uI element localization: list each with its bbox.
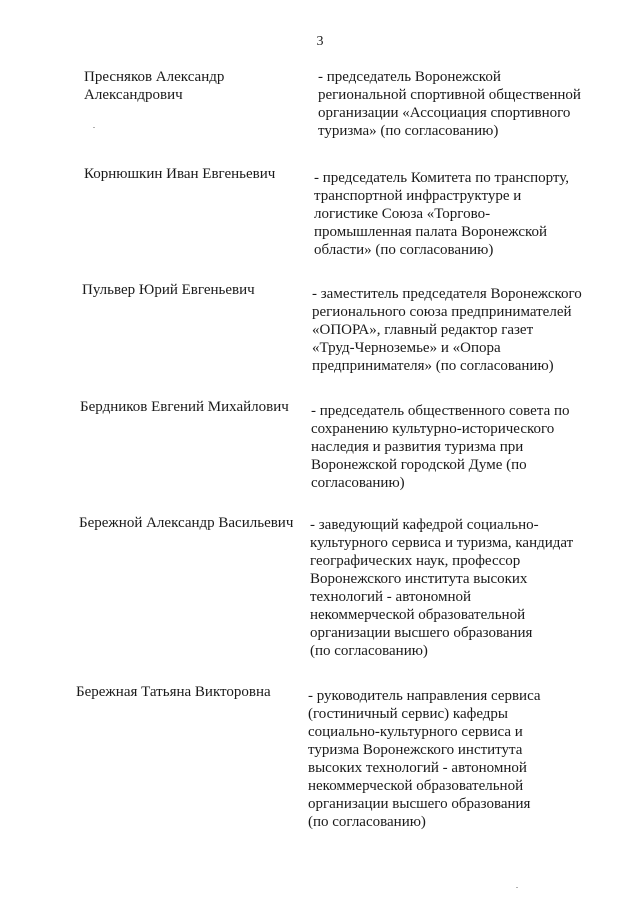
page-number: 3	[316, 34, 324, 49]
member-role-line: логистике Союза «Торгово-	[314, 206, 491, 222]
member-role-line: - председатель общественного совета по	[311, 403, 570, 419]
member-role	[314, 169, 604, 259]
member-name	[76, 683, 296, 701]
scan-speck	[93, 127, 95, 128]
member-role	[311, 402, 601, 492]
member-role-line: организации высшего образования	[310, 625, 533, 641]
member-role-line: туризма Воронежского института	[308, 742, 523, 758]
member-role-line: - заведующий кафедрой социально-	[310, 517, 539, 533]
member-name-line: Бережная Татьяна Викторовна	[76, 684, 271, 700]
member-role-line: предпринимателя» (по согласованию)	[312, 358, 554, 374]
member-role-line: (гостиничный сервис) кафедры	[308, 706, 508, 722]
member-role-line: - заместитель председателя Воронежского	[312, 286, 582, 302]
member-role-line: культурного сервиса и туризма, кандидат	[310, 535, 574, 551]
member-role-line: наследия и развития туризма при	[311, 439, 524, 455]
member-role-line: области» (по согласованию)	[314, 242, 494, 258]
member-role	[312, 285, 602, 375]
member-role-line: - председатель Комитета по транспорту,	[314, 170, 569, 186]
member-role-line: - председатель Воронежской	[318, 69, 501, 85]
member-name-line: Пульвер Юрий Евгеньевич	[82, 282, 255, 298]
member-role-line: сохранению культурно-исторического	[311, 421, 555, 437]
member-role-line: транспортной инфраструктуре и	[314, 188, 522, 204]
member-role	[318, 68, 608, 140]
member-name	[84, 68, 304, 104]
member-role-line: некоммерческой образовательной	[310, 607, 526, 623]
member-role-line: некоммерческой образовательной	[308, 778, 524, 794]
member-role-line: высоких технологий - автономной	[308, 760, 527, 776]
member-role-line: - руководитель направления сервиса	[308, 688, 541, 704]
member-name-line: Александрович	[84, 87, 183, 103]
member-name-line: Корнюшкин Иван Евгеньевич	[84, 166, 276, 182]
member-role-line: географических наук, профессор	[310, 553, 521, 569]
member-name-line: Пресняков Александр	[84, 69, 225, 85]
member-role-line: (по согласованию)	[310, 643, 428, 659]
member-role-line: туризма» (по согласованию)	[318, 123, 499, 139]
member-role-line: (по согласованию)	[308, 814, 426, 830]
member-name-line: Бердников Евгений Михайлович	[80, 399, 289, 415]
member-role-line: организации «Ассоциация спортивного	[318, 105, 571, 121]
member-name-line: Бережной Александр Васильевич	[79, 515, 294, 531]
member-name	[79, 514, 299, 532]
member-role	[310, 516, 600, 660]
member-name	[80, 398, 300, 416]
member-name	[82, 281, 302, 299]
member-role-line: региональной спортивной общественной	[318, 87, 581, 103]
member-role-line: организации высшего образования	[308, 796, 531, 812]
member-role-line: регионального союза предпринимателей	[312, 304, 572, 320]
member-role-line: согласованию)	[311, 475, 405, 491]
member-role-line: социально-культурного сервиса и	[308, 724, 523, 740]
member-role-line: «ОПОРА», главный редактор газет	[312, 322, 534, 338]
member-name	[84, 165, 304, 183]
member-role-line: промышленная палата Воронежской	[314, 224, 548, 240]
member-role-line: технологий - автономной	[310, 589, 472, 605]
member-role	[308, 687, 598, 831]
scan-speck	[516, 887, 518, 888]
member-role-line: «Труд-Черноземье» и «Опора	[312, 340, 501, 356]
member-role-line: Воронежской городской Думе (по	[311, 457, 527, 473]
member-role-line: Воронежского института высоких	[310, 571, 528, 587]
